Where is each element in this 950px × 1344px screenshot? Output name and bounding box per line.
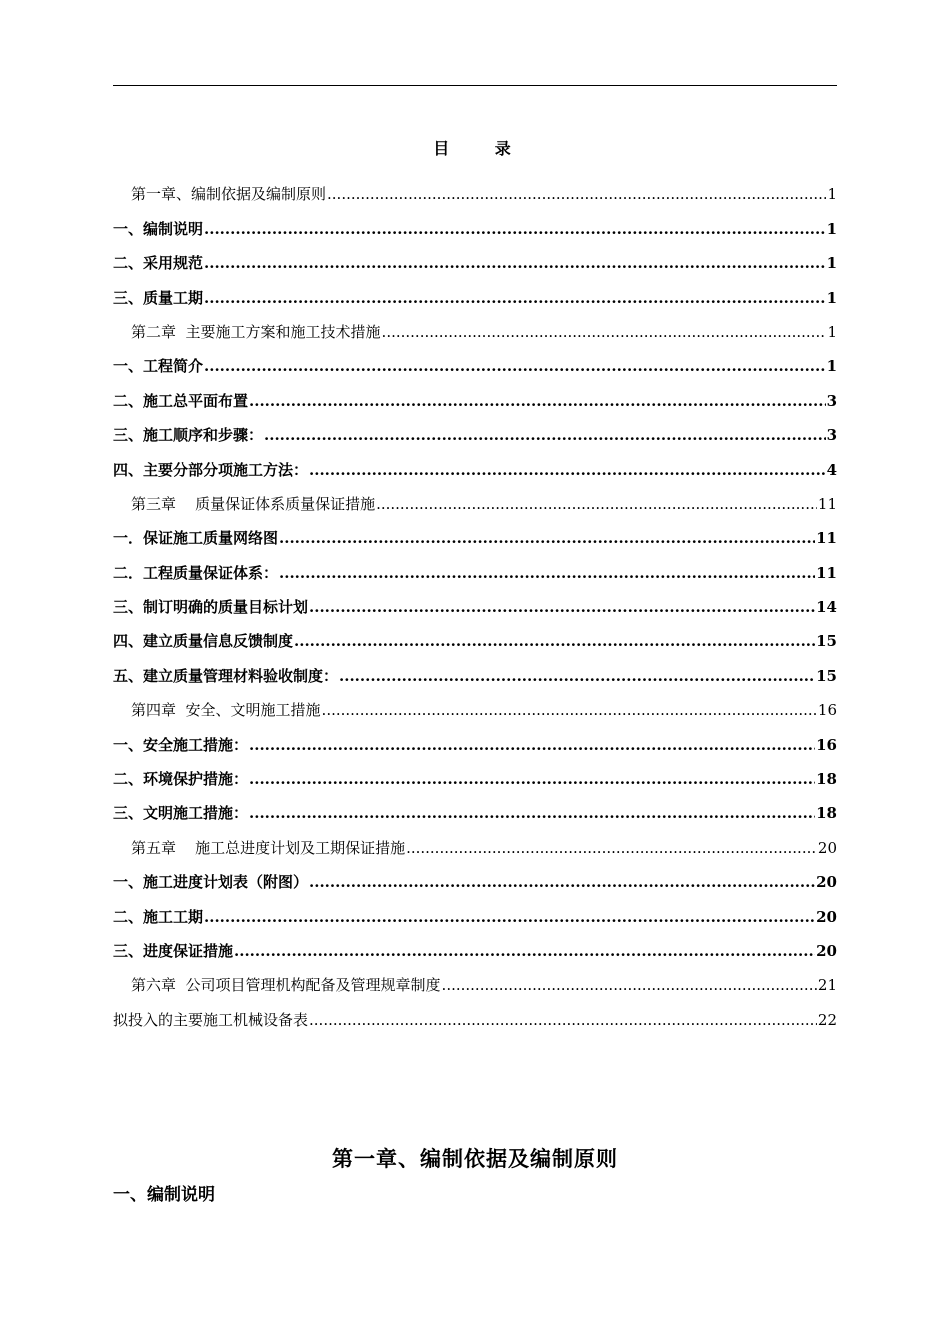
toc-entry-label: 第一章、编制依据及编制原则 xyxy=(131,185,327,204)
toc-entry[interactable] xyxy=(113,892,837,926)
toc-entry[interactable] xyxy=(113,927,837,961)
toc-entry[interactable] xyxy=(113,720,837,754)
toc-entry[interactable] xyxy=(113,411,837,445)
toc-entry-page: 15 xyxy=(816,666,837,685)
toc-entry-page: 16 xyxy=(817,701,837,720)
toc-leader-dots xyxy=(376,494,817,514)
toc-entry-label: 三、进度保证措施 xyxy=(113,941,234,960)
toc-entry-page: 4 xyxy=(826,460,837,479)
toc-leader-dots xyxy=(279,528,815,548)
toc-leader-dots xyxy=(249,803,815,823)
toc-entry-page: 18 xyxy=(816,804,837,823)
toc-entry-label: 一、安全施工措施： xyxy=(113,735,249,754)
toc-entry-label: 五、建立质量管理材料验收制度： xyxy=(113,666,339,685)
toc-entry-label: 第六章 公司项目管理机构配备及管理规章制度 xyxy=(131,976,441,995)
toc-leader-dots xyxy=(204,253,826,273)
toc-entry-page: 22 xyxy=(817,1010,837,1029)
toc-leader-dots xyxy=(309,597,815,617)
toc-entry-label: 第三章 质量保证体系质量保证措施 xyxy=(131,494,376,513)
toc-entry[interactable] xyxy=(113,995,837,1029)
toc-entry-label: 第四章 安全、文明施工措施 xyxy=(131,701,321,720)
toc-leader-dots xyxy=(322,700,817,720)
toc-leader-dots xyxy=(309,1010,817,1030)
toc-leader-dots xyxy=(309,460,826,480)
toc-leader-dots xyxy=(234,941,815,961)
toc-entry-label: 第五章 施工总进度计划及工期保证措施 xyxy=(131,838,406,857)
toc-leader-dots xyxy=(327,184,826,204)
toc-entry-label: 二、采用规范 xyxy=(113,254,204,273)
toc-entry-label: 第二章 主要施工方案和施工技术措施 xyxy=(131,322,381,341)
toc-entry-page: 11 xyxy=(817,494,837,513)
toc-entry-page: 1 xyxy=(827,185,837,204)
toc-entry-label: 二、施工工期 xyxy=(113,907,204,926)
toc-leader-dots xyxy=(309,872,815,892)
toc-entry-label: 二、环境保护措施： xyxy=(113,770,249,789)
toc-entry-label: 四、建立质量信息反馈制度 xyxy=(113,632,294,651)
toc-entry-page: 21 xyxy=(817,976,837,995)
toc-entry-label: 三、施工顺序和步骤： xyxy=(113,426,264,445)
chapter-heading: 第一章、编制依据及编制原则 xyxy=(332,1146,618,1171)
toc-entry-page: 1 xyxy=(826,219,837,238)
toc-entry-page: 20 xyxy=(816,907,837,926)
toc-leader-dots xyxy=(204,288,826,308)
toc-entry[interactable] xyxy=(113,583,837,617)
toc-entry[interactable] xyxy=(113,273,837,307)
toc-entry[interactable] xyxy=(113,755,837,789)
toc-entry-label: 三、制订明确的质量目标计划 xyxy=(113,598,309,617)
toc-entry-label: 拟投入的主要施工机械设备表 xyxy=(113,1010,309,1029)
section-heading: 一、编制说明 xyxy=(113,1185,215,1205)
toc-entry-page: 14 xyxy=(816,598,837,617)
toc-entry-label: 三、质量工期 xyxy=(113,288,204,307)
toc-entry-label: 二、施工总平面布置 xyxy=(113,391,249,410)
toc-leader-dots xyxy=(264,425,826,445)
toc-leader-dots xyxy=(204,219,826,239)
toc-entry[interactable] xyxy=(113,789,837,823)
toc-entry[interactable] xyxy=(113,514,837,548)
toc-entry-page: 3 xyxy=(826,391,837,410)
toc-entry[interactable] xyxy=(113,376,837,410)
toc-entry-page: 20 xyxy=(817,838,837,857)
toc-leader-dots xyxy=(249,769,815,789)
toc-entry-label: 四、主要分部分项施工方法： xyxy=(113,460,309,479)
toc-entry[interactable] xyxy=(113,342,837,376)
toc-entry-page: 1 xyxy=(826,254,837,273)
toc-leader-dots xyxy=(339,666,815,686)
toc-entry[interactable] xyxy=(113,445,837,479)
toc-entry-page: 16 xyxy=(816,735,837,754)
toc-title: 目 录 xyxy=(433,139,531,158)
toc-entry-page: 3 xyxy=(826,426,837,445)
toc-entry[interactable] xyxy=(113,651,837,685)
toc-entry[interactable] xyxy=(113,961,837,995)
toc-leader-dots xyxy=(204,356,826,376)
toc-entry[interactable] xyxy=(113,480,837,514)
toc-entry-page: 18 xyxy=(816,770,837,789)
toc-entry-label: 二．工程质量保证体系： xyxy=(113,563,279,582)
toc-entry[interactable] xyxy=(113,548,837,582)
toc-entry-page: 11 xyxy=(816,563,837,582)
header-rule xyxy=(113,85,837,86)
toc-leader-dots xyxy=(294,631,815,651)
toc-entry-label: 一、施工进度计划表（附图） xyxy=(113,873,309,892)
toc-entry[interactable] xyxy=(113,308,837,342)
toc-entry[interactable] xyxy=(113,617,837,651)
toc-entry[interactable] xyxy=(113,170,837,204)
toc-leader-dots xyxy=(204,907,815,927)
toc-entry-label: 一、工程简介 xyxy=(113,357,204,376)
toc-entry-page: 20 xyxy=(816,873,837,892)
toc-entry[interactable] xyxy=(113,204,837,238)
toc-leader-dots xyxy=(249,391,826,411)
toc-leader-dots xyxy=(279,563,815,583)
toc-leader-dots xyxy=(249,735,815,755)
toc-entry[interactable] xyxy=(113,858,837,892)
toc-leader-dots xyxy=(442,975,817,995)
toc-entry-label: 一、编制说明 xyxy=(113,219,204,238)
toc-entry-page: 20 xyxy=(816,941,837,960)
toc-entry[interactable] xyxy=(113,239,837,273)
toc-entry-page: 1 xyxy=(827,322,837,341)
toc-entry-page: 1 xyxy=(826,288,837,307)
toc-leader-dots xyxy=(382,322,827,342)
toc-entry-page: 1 xyxy=(826,357,837,376)
toc-entry-page: 11 xyxy=(816,529,837,548)
toc-entry-label: 三、文明施工措施： xyxy=(113,804,249,823)
toc-leader-dots xyxy=(406,838,817,858)
table-of-contents xyxy=(113,170,837,1030)
toc-entry[interactable] xyxy=(113,686,837,720)
toc-entry-page: 15 xyxy=(816,632,837,651)
toc-entry-label: 一．保证施工质量网络图 xyxy=(113,529,279,548)
toc-entry[interactable] xyxy=(113,823,837,857)
